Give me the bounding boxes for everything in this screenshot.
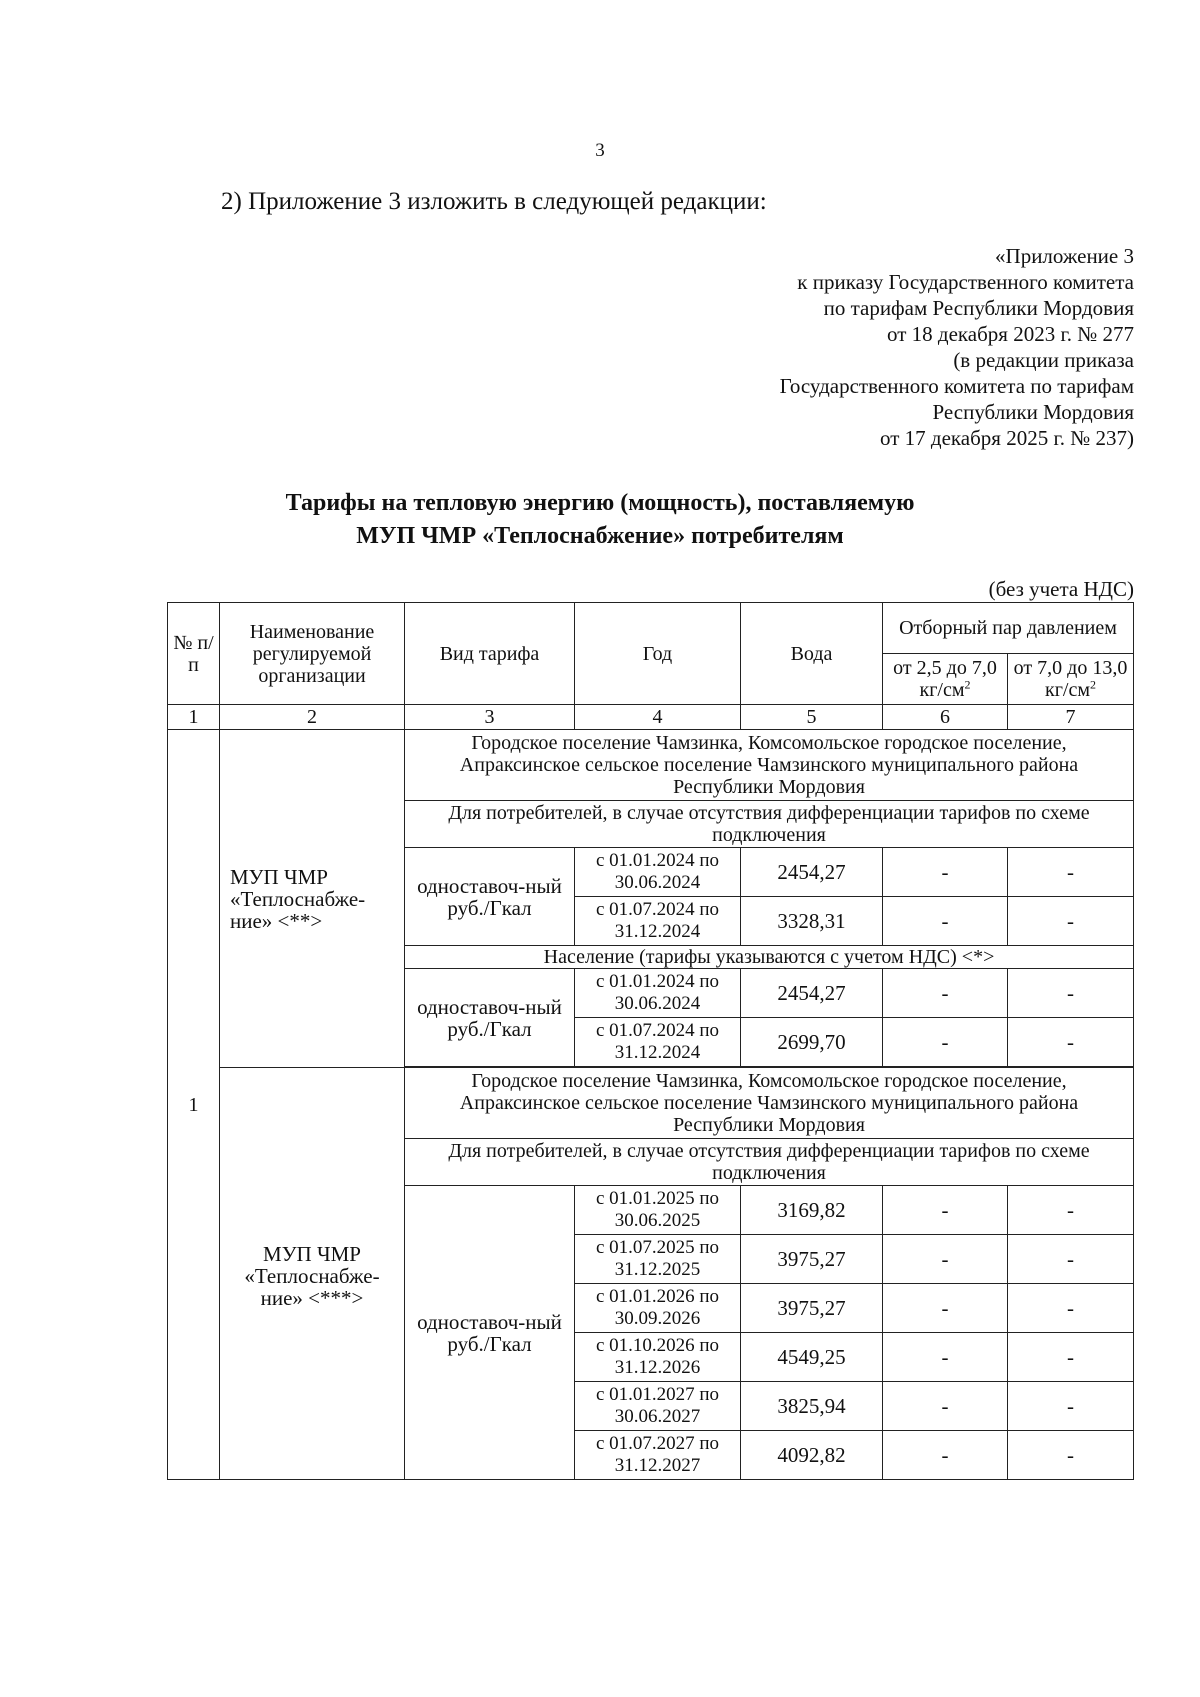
- column-number: 5: [741, 705, 883, 730]
- period: с 01.01.2025 по 30.06.2025: [575, 1186, 741, 1235]
- header-row: [168, 603, 1134, 654]
- steam-low-value: -: [883, 848, 1008, 897]
- column-number: 1: [168, 705, 220, 730]
- steam-low-value: -: [883, 1382, 1008, 1431]
- period: с 01.01.2024 по 30.06.2024: [575, 969, 741, 1018]
- appendix-line: к приказу Государственного комитета: [797, 270, 1134, 294]
- header-water: Вода: [741, 603, 883, 705]
- appendix-line: от 17 декабря 2025 г. № 237): [880, 426, 1134, 450]
- organization-name: МУП ЧМР «Теплоснабже-ние» <***>: [220, 1068, 405, 1480]
- superscript: 2: [1090, 677, 1096, 692]
- steam-high-value: -: [1008, 1235, 1134, 1284]
- steam-high-value: -: [1008, 1018, 1134, 1067]
- header-org: Наименование регулируемой организации: [220, 603, 405, 705]
- appendix-line: Государственного комитета по тарифам: [779, 374, 1134, 398]
- column-number: 3: [405, 705, 575, 730]
- steam-high-value: -: [1008, 1333, 1134, 1382]
- steam-low-value: -: [883, 1333, 1008, 1382]
- area-description: Городское поселение Чамзинка, Комсомольское городское поселение, Апраксинское сельское поселение Чамзинского муниципального района Республики Мордовия: [405, 1068, 1134, 1139]
- document-title: [0, 487, 1200, 553]
- period: с 01.07.2024 по 31.12.2024: [575, 1018, 741, 1067]
- area-description: Городское поселение Чамзинка, Комсомольское городское поселение, Апраксинское сельское поселение Чамзинского муниципального района Республики Мордовия: [405, 730, 1134, 801]
- steam-low-value: -: [883, 1431, 1008, 1480]
- population-group: Население (тарифы указываются с учетом НДС) <*>: [405, 946, 1134, 969]
- column-number: 7: [1008, 705, 1134, 730]
- period: с 01.07.2027 по 31.12.2027: [575, 1431, 741, 1480]
- water-value: 3169,82: [741, 1186, 883, 1235]
- tariff-kind: одноставоч-ный руб./Гкал: [405, 848, 575, 946]
- water-value: 4549,25: [741, 1333, 883, 1382]
- steam-low-value: -: [883, 1284, 1008, 1333]
- water-value: 3975,27: [741, 1235, 883, 1284]
- organization-name: МУП ЧМР «Теплоснабже-ние» <**>: [220, 730, 405, 1068]
- appendix-reference: [780, 243, 1134, 451]
- column-number: 2: [220, 705, 405, 730]
- water-value: 3328,31: [741, 897, 883, 946]
- steam-low-value: -: [883, 1018, 1008, 1067]
- steam-low-value: -: [883, 969, 1008, 1018]
- appendix-line: от 18 декабря 2023 г. № 277: [887, 322, 1134, 346]
- tariff-kind: одноставоч-ный руб./Гкал: [405, 969, 575, 1067]
- table-row: [168, 1068, 1134, 1139]
- header-steam-high: [1008, 654, 1134, 705]
- water-value: 2454,27: [741, 969, 883, 1018]
- water-value: 4092,82: [741, 1431, 883, 1480]
- period: с 01.07.2025 по 31.12.2025: [575, 1235, 741, 1284]
- appendix-line: Республики Мордовия: [932, 400, 1134, 424]
- vat-note: (без учета НДС): [988, 577, 1134, 601]
- row-number: 1: [168, 730, 220, 1480]
- steam-low-value: -: [883, 897, 1008, 946]
- header-year: Год: [575, 603, 741, 705]
- steam-low-value: -: [883, 1235, 1008, 1284]
- appendix-line: по тарифам Республики Мордовия: [823, 296, 1134, 320]
- tariff-table: [167, 602, 1134, 1480]
- steam-high-value: -: [1008, 1382, 1134, 1431]
- column-number-row: [168, 705, 1134, 730]
- water-value: 3975,27: [741, 1284, 883, 1333]
- steam-high-value: -: [1008, 897, 1134, 946]
- column-number: 6: [883, 705, 1008, 730]
- header-steam: Отборный пар давлением: [883, 603, 1134, 654]
- period: с 01.01.2024 по 30.06.2024: [575, 848, 741, 897]
- steam-high-value: -: [1008, 848, 1134, 897]
- appendix-line: «Приложение 3: [995, 244, 1134, 268]
- header-steam-low: [883, 654, 1008, 705]
- title-line: МУП ЧМР «Теплоснабжение» потребителям: [356, 523, 844, 549]
- steam-high-value: -: [1008, 1431, 1134, 1480]
- consumer-group: Для потребителей, в случае отсутствия дифференциации тарифов по схеме подключения: [405, 1139, 1134, 1186]
- table-row: [168, 730, 1134, 801]
- page-number: 3: [595, 140, 605, 161]
- steam-high-value: -: [1008, 1284, 1134, 1333]
- appendix-line: (в редакции приказа: [953, 348, 1134, 372]
- title-line: Тарифы на тепловую энергию (мощность), поставляемую: [285, 490, 915, 516]
- column-number: 4: [575, 705, 741, 730]
- steam-high-value: -: [1008, 1186, 1134, 1235]
- period: с 01.01.2027 по 30.06.2027: [575, 1382, 741, 1431]
- header-num: № п/п: [168, 603, 220, 705]
- steam-low-value: -: [883, 1186, 1008, 1235]
- header-steam-high-text: от 7,0 до 13,0 кг/см: [1013, 657, 1128, 701]
- header-steam-low-text: от 2,5 до 7,0 кг/см: [893, 657, 997, 701]
- steam-high-value: -: [1008, 969, 1134, 1018]
- superscript: 2: [964, 677, 971, 692]
- period: с 01.07.2024 по 31.12.2024: [575, 897, 741, 946]
- period: с 01.01.2026 по 30.09.2026: [575, 1284, 741, 1333]
- header-kind: Вид тарифа: [405, 603, 575, 705]
- consumer-group: Для потребителей, в случае отсутствия дифференциации тарифов по схеме подключения: [405, 801, 1134, 848]
- water-value: 2454,27: [741, 848, 883, 897]
- intro-text: 2) Приложение 3 изложить в следующей редакции:: [221, 188, 767, 215]
- period: с 01.10.2026 по 31.12.2026: [575, 1333, 741, 1382]
- water-value: 2699,70: [741, 1018, 883, 1067]
- tariff-kind: одноставоч-ный руб./Гкал: [405, 1186, 575, 1480]
- water-value: 3825,94: [741, 1382, 883, 1431]
